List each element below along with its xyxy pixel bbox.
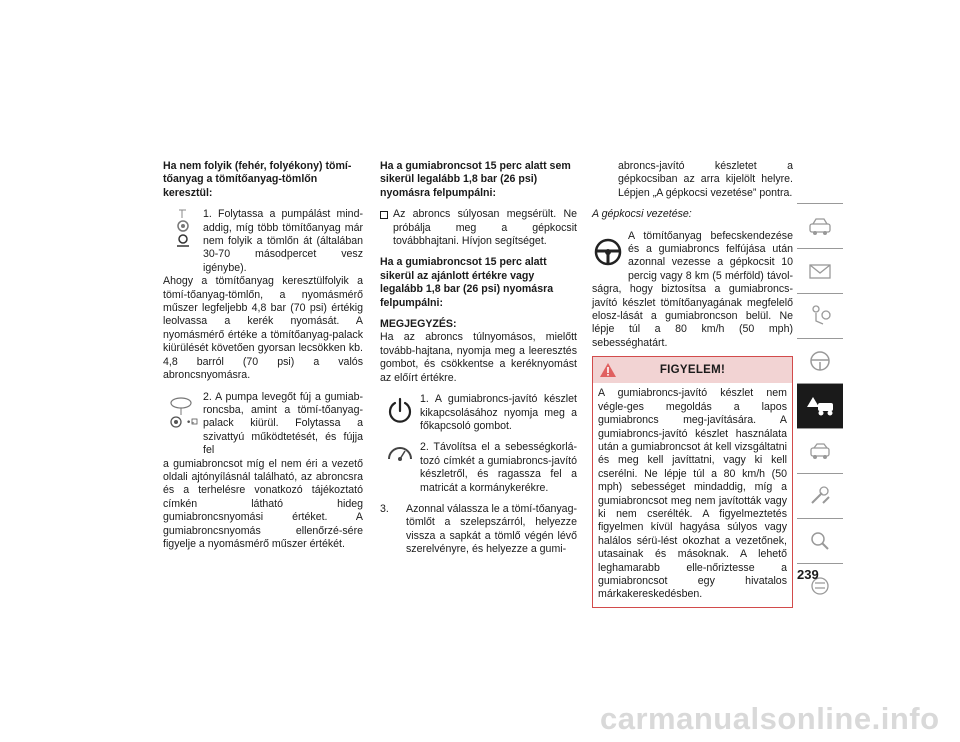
tab-car-info[interactable] xyxy=(797,203,843,248)
step-3-continuation: abroncs-javító készletet a gépkocsiban az arra kijelölt helyre. Lépjen „A gépkocsi vezetése” pontra. xyxy=(618,160,793,199)
step-3-text: Azonnal válassza le a tömí-tőanyag-tömlőt a szelepszárról, helyezze vissza a sapkát a tömlő végén lévő szerelvényre, és helyezze a gumi- xyxy=(406,502,577,556)
paragraph-2: a gumiabroncsot míg el nem éri a vezető oldali ajtónyílásnál található, az abroncsra és a terhelésre vonatkozó tájékoztató címkén látható hideg gumiabroncsnyomási értéket. A gumiabroncsnyomás ellenőrzé-sére figyelje a nyomásmérő műszer értékét. xyxy=(163,457,363,550)
tab-service[interactable] xyxy=(797,428,843,473)
tab-emergency[interactable] xyxy=(797,383,843,428)
step-2-block xyxy=(380,441,577,495)
driving-block xyxy=(592,230,793,351)
warning-triangle-icon xyxy=(599,362,617,382)
page-number: 239 xyxy=(797,567,819,582)
mail-icon xyxy=(807,260,833,282)
step-3-block xyxy=(380,503,577,557)
warning-header xyxy=(593,357,792,383)
pump-gauge-icon xyxy=(163,208,203,248)
warning-title: FIGYELEM! xyxy=(659,363,726,376)
step-2-text: 2. A pumpa levegőt fúj a gumiab-roncsba, amint a tömí-tőanyag-palack kiürül. Folytassa a szivattyú működtetését, és fújja fel xyxy=(203,390,363,457)
emergency-icon xyxy=(805,394,835,418)
paragraph-1: Ahogy a tömítőanyag keresztülfolyik a tömí-tőanyag-tömlőn, a nyomásmérő műszer legfeljebb 4,8 bar (70 psi) értékig leolvassa a kerék nyomását. A nyomásmérő értéke a tömítőanyag-palack kiürülését követően gyorsan lecsökken kb. 4,8 barról (70 psi) a valós abroncsnyomásra. xyxy=(163,275,363,382)
tab-maintenance[interactable] xyxy=(797,473,843,518)
warning-box xyxy=(592,356,793,608)
section-heading: Ha nem folyik (fehér, folyékony) tömí-tőanyag a tömítőanyag-tömlőn keresztül: xyxy=(163,160,352,199)
note-text: Ha az abroncs túlnyomásos, mielőtt tovább-hajtana, nyomja meg a leeresztés gombot, és csökkentse a keréknyomást az előírt értékre. xyxy=(380,331,577,384)
step-1-block xyxy=(380,393,577,433)
warning-text: A gumiabroncs-javító készlet nem végle-ges megoldás a lapos gumiabroncs meg-javítására. A gumiabroncs-javító készlet használata után a gumiabroncsot át kell vizsgáltatni és meg kell javíttatni, vagy ki kell cserélni. Ne lépje túl a 80 km/h (50 mph) sebességet mindaddig, míg a gumiabroncsot meg nem javították vagy ki nem cserélték. A figyelmeztetés figyelmen kívül hagyása súlyos vagy halálos sérü-lést okozhat a vezetőnek, utasainak és másoknak. A lehető leghamarabb elle-nőriztesse a gumiabroncsot egy hivatalos márkakereskedésben. xyxy=(598,387,787,601)
bullet-text: Az abroncs súlyosan megsérült. Ne próbálja meg a gépkocsit továbbhajtani. Hívjon segítséget. xyxy=(393,208,577,248)
tab-mail[interactable] xyxy=(797,248,843,293)
svg-text:•-: •- xyxy=(186,417,195,428)
maintenance-icon xyxy=(807,484,833,508)
step-2-block xyxy=(163,391,363,458)
step-1-block xyxy=(163,208,363,275)
driving-paragraph: A tömítőanyag befecskendezése és a gumiabroncs felfújása után azonnal vezesse a gépkocsit 10 percig vagy 8 km (5 mérföld) távol-ságra, hogy biztosítsa a gumiabroncs-javító készlet tömítőanyagának megfelelő elosz-lását a gumiabroncson belül. Ne lépje túl a 80 km/h (50 mph) sebességhatárt. xyxy=(592,229,793,349)
pump-hose-icon xyxy=(163,391,203,435)
warning-body xyxy=(593,383,792,607)
step-1-text: 1. A gumiabroncs-javító készlet kikapcsolásához nyomja meg a főkapcsoló gombot. xyxy=(420,393,577,432)
watermark: carmanualsonline.info xyxy=(600,701,940,736)
column-2 xyxy=(380,160,577,557)
index-icon xyxy=(807,529,833,553)
note-title: MEGJEGYZÉS: xyxy=(380,318,457,331)
tab-steering[interactable] xyxy=(797,338,843,383)
step-2-text: 2. Távolítsa el a sebességkorlá-tozó címkét a gumiabroncs-javító készletről, és ragassza fel a matricát a kormánykerékre. xyxy=(420,441,577,494)
airbag-icon xyxy=(807,304,833,328)
tab-index[interactable] xyxy=(797,518,843,563)
car-info-icon xyxy=(807,215,833,237)
heading-not-inflated: Ha a gumiabroncsot 15 perc alatt sem sikerül legalább 1,8 bar (26 psi) nyomásra felpumpálni: xyxy=(380,160,571,199)
step-1-text: 1. Folytassa a pumpálást mind-addig, míg több tömítőanyag már nem folyik a tömlőn át (általában 30-70 másodpercet vesz igénybe). xyxy=(203,208,363,274)
steering-icon xyxy=(807,349,833,373)
speed-label-icon xyxy=(380,441,420,467)
power-button-icon xyxy=(380,393,420,425)
column-3 xyxy=(592,160,793,608)
service-icon xyxy=(807,440,833,462)
bullet-item xyxy=(380,208,577,248)
column-1 xyxy=(163,160,363,551)
side-tabs xyxy=(797,203,843,608)
tab-airbag[interactable] xyxy=(797,293,843,338)
step-3-number: 3. xyxy=(380,502,389,515)
bullet-square-icon xyxy=(380,211,388,219)
steering-wheel-icon xyxy=(592,232,624,272)
subheading-driving: A gépkocsi vezetése: xyxy=(592,208,692,221)
heading-inflated: Ha a gumiabroncsot 15 perc alatt sikerül az ajánlott értékre vagy legalább 1,8 bar (26 psi) nyomásra felpumpálni: xyxy=(380,256,554,309)
